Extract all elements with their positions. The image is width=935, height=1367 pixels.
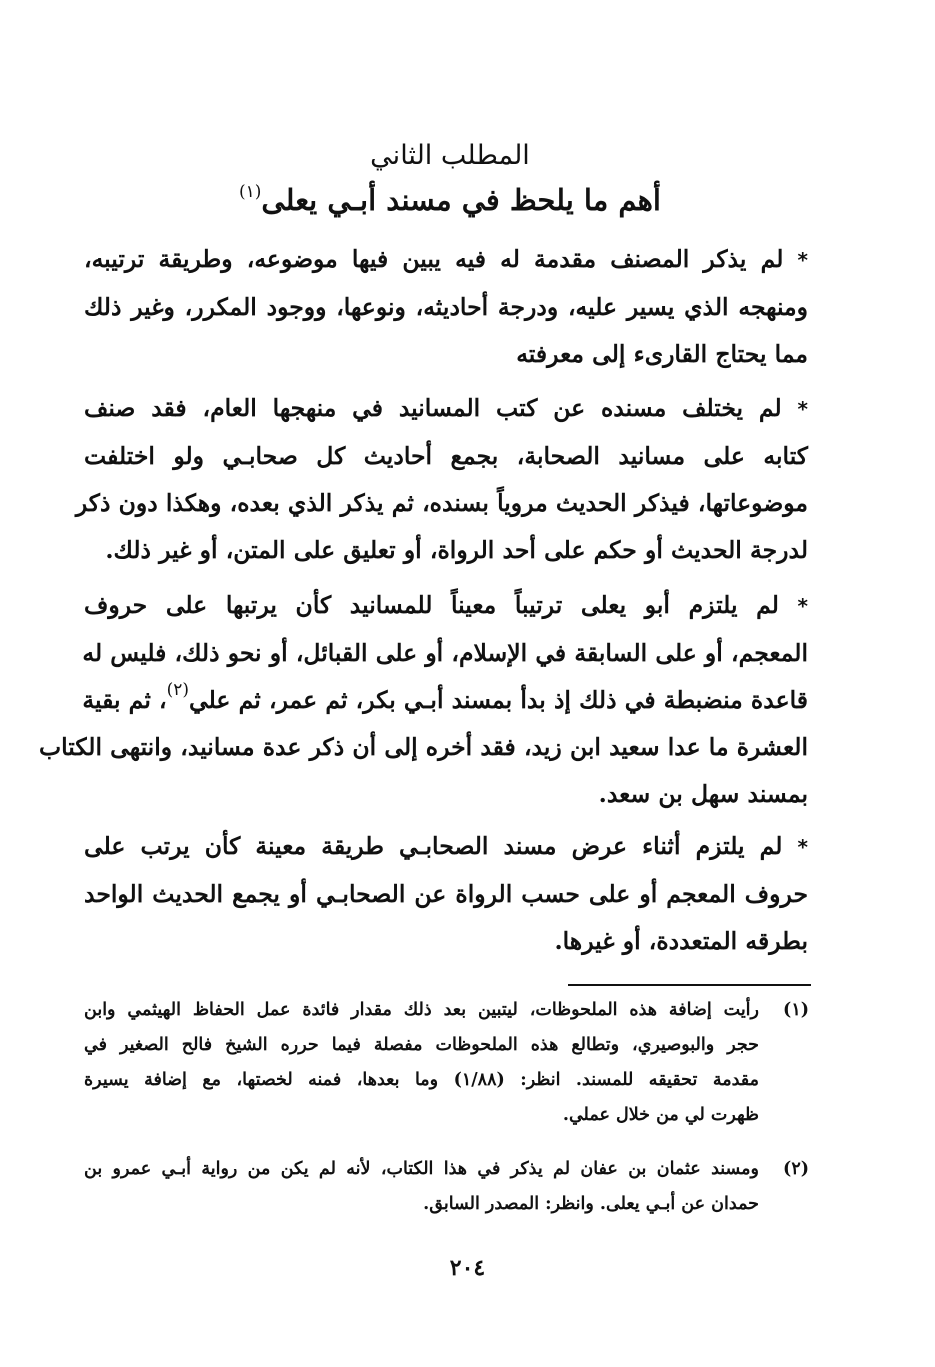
- paragraph-4: [84, 823, 808, 965]
- footnote-1: [84, 993, 809, 1133]
- paragraph-line: * لم يذكر المصنف مقدمة له فيه يبين فيها موضوعه، وطريقة ترتيبه،: [84, 245, 808, 273]
- paragraph-line: مما يحتاج القارىء إلى معرفته: [516, 340, 808, 368]
- paragraph-3: [38, 582, 808, 818]
- page-number: ٢٠٤: [449, 1255, 486, 1281]
- paragraph-line: حروف المعجم أو على حسب الرواة عن الصحابـي أو يجمع الحديث الواحد: [84, 880, 808, 908]
- bullet-star: *: [797, 835, 808, 859]
- footnote-line: رأيت إضافة هذه الملحوظات، ليتبين بعد ذلك مقدار فائدة عمل الحفاظ الهيثمي وابن: [84, 1000, 759, 1020]
- bullet-star: *: [797, 594, 808, 618]
- bullet-star: *: [797, 397, 808, 421]
- paragraph-line: بطرقه المتعددة، أو غيرها.: [554, 927, 808, 955]
- footnote-line: ومسند عثمان بن عفان لم يذكر في هذا الكتاب، لأنه لم يكن من رواية أبـي عمرو بن: [84, 1159, 759, 1179]
- chapter-title-text: أهم ما يلحظ في مسند أبـي يعلى: [261, 183, 661, 217]
- paragraph-line: العشرة ما عدا سعيد ابن زيد، فقد أخره إلى أن ذكر عدة مسانيد، وانتهى الكتاب: [38, 733, 808, 761]
- footnote-marker-1: (١): [239, 182, 262, 202]
- footnote-line: حمدان عن أبـي يعلى. وانظر: المصدر السابق.: [423, 1194, 759, 1214]
- footnote-2: [84, 1152, 809, 1222]
- bullet-star: *: [797, 248, 808, 272]
- paragraph-1: [84, 236, 808, 378]
- paragraph-2: [75, 385, 808, 574]
- footnote-number: (٢): [783, 1159, 809, 1179]
- paragraph-line: لدرجة الحديث أو حكم على أحد الرواة، أو تعليق على المتن، أو غير ذلك.: [105, 536, 808, 564]
- paragraph-line: * لم يلتزم أثناء عرض مسند الصحابـي طريقة معينة كأن يرتب على: [84, 832, 808, 860]
- paragraph-line: موضوعاتها، فيذكر الحديث مروياً بسنده، ثم يذكر الذي بعده، وهكذا دون ذكر: [75, 489, 808, 517]
- paragraph-line: بمسند سهل بن سعد.: [598, 780, 808, 808]
- footnote-marker-2: (٢): [166, 680, 190, 700]
- paragraph-line: * لم يختلف مسنده عن كتب المسانيد في منهجها العام، فقد صنف: [84, 394, 808, 422]
- footnote-number: (١): [783, 1000, 809, 1020]
- section-heading: المطلب الثاني: [370, 140, 530, 171]
- paragraph-line: المعجم، أو على السابقة في الإسلام، أو على القبائل، أو نحو ذلك، فليس له: [82, 639, 808, 667]
- footnote-line: مقدمة تحقيقه للمسند. انظر: (١/٨٨) وما بعدها، فمنه لخصتها، مع إضافة يسيرة: [84, 1070, 759, 1090]
- paragraph-line: قاعدة منضبطة في ذلك إذ بدأ بمسند أبـي بكر، ثم عمر، ثم علي$^{(٢)}$، ثم بقية: [82, 680, 808, 714]
- paragraph-line: كتابه على مسانيد الصحابة، بجمع أحاديث كل صحابـي ولو اختلفت: [84, 442, 808, 470]
- footnote-body: [84, 1152, 759, 1222]
- paragraph-line: ومنهجه الذي يسير عليه، ودرجة أحاديثه، ونوعها، ووجود المكرر، وغير ذلك: [84, 293, 808, 321]
- footnote-divider: [568, 984, 811, 986]
- footnote-line: حجر والبوصيري، وتطالع هذه الملحوظات مفصلة فيما حرره الشيخ فالح الصغير في: [84, 1035, 759, 1055]
- footnote-body: [84, 993, 759, 1133]
- paragraph-line: * لم يلتزم أبو يعلى ترتيباً معيناً للمسانيد كأن يرتبها على حروف: [84, 591, 808, 619]
- chapter-title: [90, 183, 810, 217]
- footnote-line: ظهرت لي من خلال عملي.: [562, 1105, 759, 1125]
